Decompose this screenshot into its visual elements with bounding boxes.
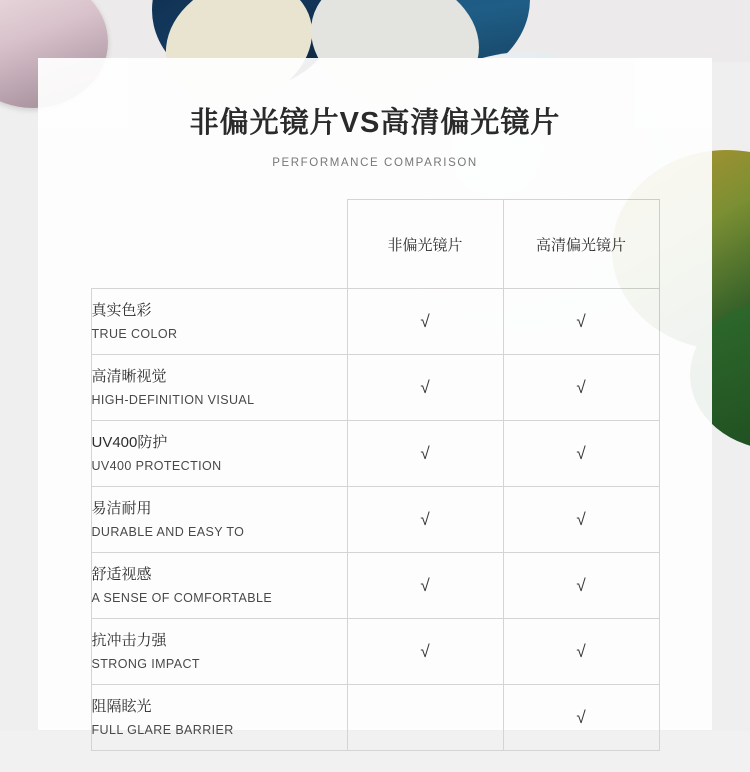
check-mark-polarized: √: [503, 685, 659, 751]
check-mark-non-polarized: √: [347, 487, 503, 553]
page-subtitle: PERFORMANCE COMPARISON: [272, 157, 478, 169]
table-row: [91, 553, 659, 619]
feature-cell: [91, 619, 347, 685]
check-mark-non-polarized: [347, 685, 503, 751]
feature-label-en: HIGH-DEFINITION VISUAL: [91, 392, 255, 407]
feature-label-cn: 抗冲击力强: [91, 632, 167, 650]
comparison-card: [38, 58, 712, 737]
table-row: [91, 289, 659, 355]
feature-cell: [91, 289, 347, 355]
table-header-row: [91, 200, 659, 289]
check-mark-polarized: √: [503, 553, 659, 619]
feature-label-cn: 高清晰视觉: [91, 368, 167, 386]
header-cell-polarized: 高清偏光镜片: [503, 200, 659, 289]
check-mark-non-polarized: √: [347, 421, 503, 487]
check-mark-polarized: √: [503, 487, 659, 553]
header-cell-non-polarized: 非偏光镜片: [347, 200, 503, 289]
feature-label-en: DURABLE AND EASY TO: [91, 524, 245, 539]
feature-cell: [91, 685, 347, 751]
comparison-table: [91, 199, 660, 751]
check-mark-non-polarized: √: [347, 553, 503, 619]
check-mark-polarized: √: [503, 289, 659, 355]
check-mark-non-polarized: √: [347, 619, 503, 685]
check-mark-polarized: √: [503, 355, 659, 421]
check-mark-polarized: √: [503, 619, 659, 685]
table-row: [91, 619, 659, 685]
header-cell-feature: [91, 200, 347, 289]
feature-cell: [91, 355, 347, 421]
table-header: [91, 200, 659, 289]
table-row: [91, 685, 659, 751]
feature-cell: [91, 487, 347, 553]
feature-label-en: FULL GLARE BARRIER: [91, 722, 234, 737]
table-row: [91, 487, 659, 553]
feature-cell: [91, 421, 347, 487]
check-mark-non-polarized: √: [347, 355, 503, 421]
feature-label-en: UV400 PROTECTION: [91, 458, 222, 473]
feature-label-en: A SENSE OF COMFORTABLE: [91, 590, 273, 605]
page-title: 非偏光镜片VS高清偏光镜片: [189, 107, 561, 139]
feature-label-en: STRONG IMPACT: [91, 656, 200, 671]
feature-label-en: TRUE COLOR: [91, 326, 178, 341]
check-mark-polarized: √: [503, 421, 659, 487]
check-mark-non-polarized: √: [347, 289, 503, 355]
feature-cell: [91, 553, 347, 619]
feature-label-cn: UV400防护: [91, 434, 168, 452]
feature-label-cn: 阻隔眩光: [91, 698, 152, 716]
table-body: [91, 289, 659, 751]
table-row: [91, 421, 659, 487]
feature-label-cn: 舒适视感: [91, 566, 152, 584]
feature-label-cn: 真实色彩: [91, 302, 152, 320]
feature-label-cn: 易洁耐用: [91, 500, 152, 518]
table-row: [91, 355, 659, 421]
